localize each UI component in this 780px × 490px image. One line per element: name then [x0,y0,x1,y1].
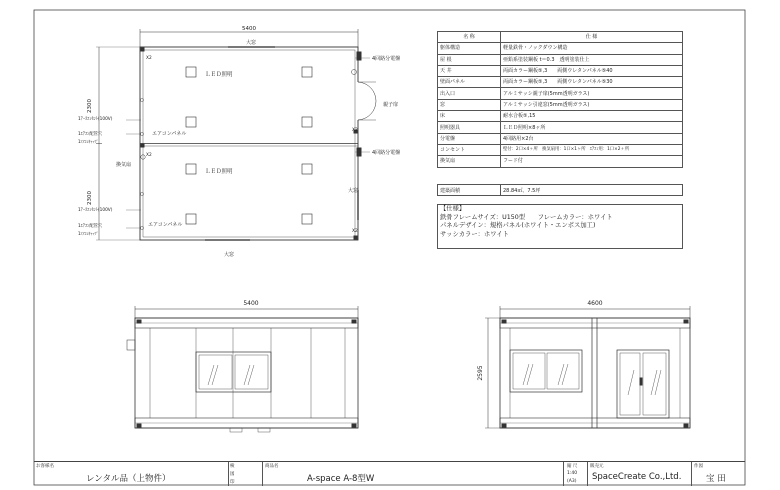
vent-label: 換気扇 [116,162,132,168]
spec-value: 両面カラー鋼板⑤,3 両側ウレタンパネル⑤40 [501,65,683,76]
led-label-lower: ＬＥＤ照明 [205,169,233,175]
customer-value: レンタル品（上物件） [86,474,171,484]
table-row [438,99,683,110]
check-label-2: 図 [230,472,235,477]
paper-size: (A3) [567,479,577,484]
spec-name: 屋 根 [438,54,501,65]
x2-mark-4: X2 [352,229,358,234]
check-cell [228,462,262,486]
side-width-dim: 4600 [587,300,603,307]
author-cell [691,462,745,486]
product-value: A-space A-8型W [307,474,375,484]
check-label-1: 検 [230,464,235,469]
sleeve-label-lower: 1ｴｱｺﾝ配管穴 [78,224,103,229]
table-row [438,111,683,122]
notes-heading: 【仕様】 [440,205,466,212]
spec-table-header [438,32,683,43]
seller-value: SpaceCreate Co.,Ltd. [592,472,682,482]
area-value: 28.84㎡、7.5坪 [501,185,683,196]
outlet-label-upper: 1ｱｰｽｺﾝｾﾝﾄ(100V) [78,117,113,122]
scale-cell [563,462,587,486]
spec-table [437,31,683,168]
spec-value: 両面カラー鋼板⑤,3 両側ウレタンパネル⑤30 [501,77,683,88]
spec-name: 壁面パネル [438,77,501,88]
scale-label: 縮 尺 [567,464,578,469]
sleeve-label-upper: 1ｴｱｺﾝ配管穴 [78,132,103,137]
check-label-3: 印 [230,480,235,485]
ac-panel-label-upper: エアコンパネル [152,131,187,137]
spec-name: 床 [438,111,501,122]
spec-value: 4回路用×2台 [501,133,683,144]
table-row [438,122,683,133]
seller-label: 販売元 [590,464,604,469]
x2-mark-2: X2 [146,153,152,158]
table-row [438,156,683,167]
scale-value: 1:40 [567,471,578,476]
spec-name: 出入口 [438,88,501,99]
spec-value: 軽量鉄骨・ノックダウン構造 [501,43,683,54]
door-label: 親子扉 [383,102,399,108]
spec-name: 躯体構造 [438,43,501,54]
ac-panel-label-lower: エアコンパネル [148,222,183,228]
table-row [438,185,683,196]
floor-plan [96,29,376,240]
area-name: 建築面積 [438,185,501,196]
spec-value: ＬＥＤ照明×8ヶ所 [501,122,683,133]
spec-header-spec: 仕 様 [501,32,683,43]
spec-value: アルミサッシ親子扉(5mm透明ガラス) [501,88,683,99]
front-elevation [127,306,358,432]
spec-name: 分電盤 [438,133,501,144]
top-window-label: 大窓 [245,40,257,46]
product-cell [262,462,563,486]
side-height-dim: 2595 [477,365,484,381]
panel-label-lower: 4回路分電盤 [372,150,401,156]
product-label: 商品名 [265,464,279,469]
table-row [438,77,683,88]
outlet-label-lower: 1ｱｰｽｺﾝｾﾝﾄ(100V) [78,208,113,213]
table-row [438,43,683,54]
table-row [438,65,683,76]
right-window-label: 大窓 [348,188,359,194]
cap-label-lower: 1ｴｱｺﾝｷｬｯﾌﾟ [78,231,99,236]
notes-line: サッシカラー：ホワイト [440,230,509,238]
spec-header-name: 名 称 [438,32,501,43]
spec-name: コンセント [438,144,501,155]
spec-name: 照明器具 [438,122,501,133]
front-width-dim: 5400 [243,300,259,307]
table-row [438,144,683,155]
led-label-upper: ＬＥＤ照明 [205,72,233,78]
spec-name: 窓 [438,99,501,110]
side-elevation [485,306,690,428]
spec-name: 天 井 [438,65,501,76]
spec-value: 亜鉛系塗装鋼板 t＝0.3 透明塗装仕上 [501,54,683,65]
area-table [437,184,683,196]
plan-width-dim: 5400 [242,26,256,32]
spec-value: アルミサッシ引違窓(5mm透明ガラス) [501,99,683,110]
table-row [438,133,683,144]
author-label: 作図 [694,464,703,469]
notes-line: 鉄骨フレームサイズ：U150型 フレームカラー：ホワイト [440,213,613,221]
bottom-window-label: 大窓 [223,252,235,258]
plan-height-dim-lower: 2300 [87,191,93,205]
spec-value: フード付 [501,156,683,167]
cap-label-upper: 1ｴｱｺﾝｷｬｯﾌﾟ [78,139,99,144]
title-block [34,461,745,486]
spec-value: 壁付：2口×4ヶ所 換気扇用：1口×1ヶ所 ｴｱｺﾝ用：1口×2ヶ所 [501,144,683,155]
table-row [438,88,683,99]
spec-notes [437,204,683,249]
table-row [438,54,683,65]
customer-label: お客様名 [36,464,54,469]
author-value: 宝 田 [706,474,726,484]
seller-cell [587,462,691,486]
spec-value: 耐水合板⑤,15 [501,111,683,122]
x2-mark-3: X2 [352,128,358,133]
notes-line: パネルデザイン：規格パネル(ホワイト・エンボス加工) [440,222,596,229]
panel-label-upper: 4回路分電盤 [372,56,401,62]
plan-height-dim-upper: 2300 [87,99,93,113]
customer-cell [34,462,228,486]
spec-name: 換気扇 [438,156,501,167]
x2-mark-1: X2 [146,56,152,61]
